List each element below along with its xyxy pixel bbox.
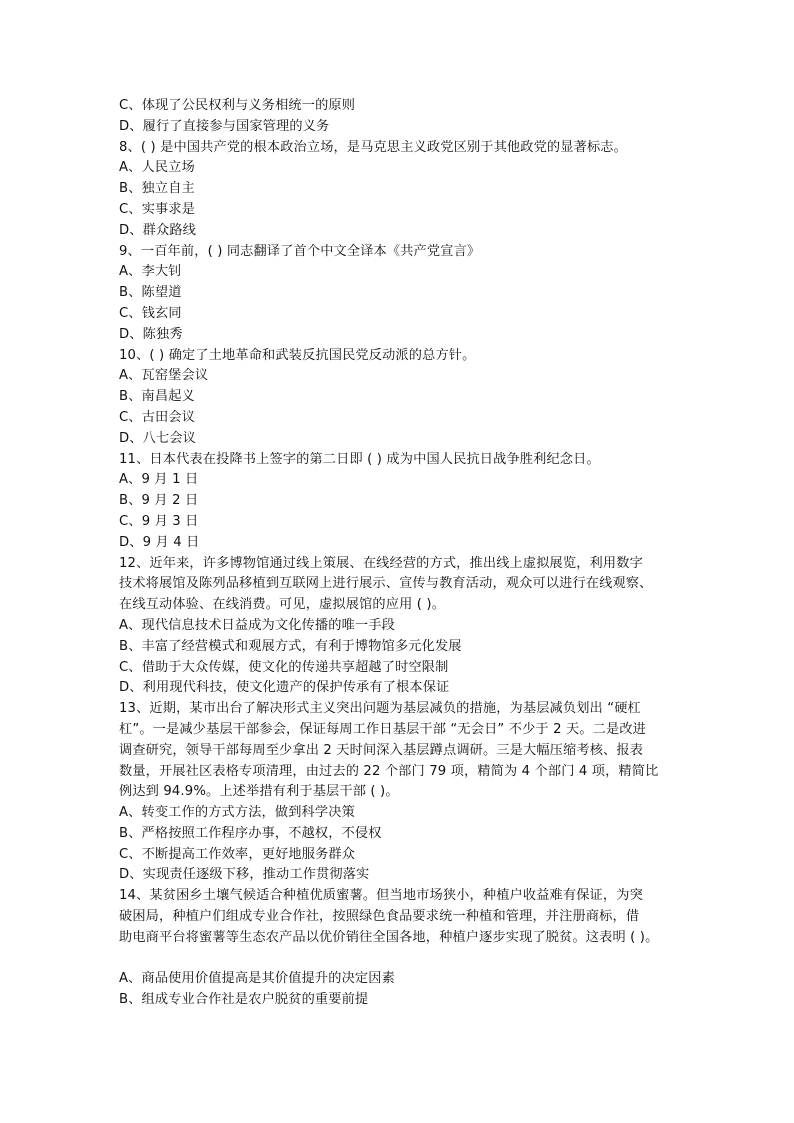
option-line: C、钱玄同 (119, 305, 182, 321)
option-line: D、陈独秀 (119, 326, 183, 342)
question-line: 破困局，种植户们组成专业合作社，按照绿色食品要求统一种植和管理，并注册商标，借 (119, 909, 640, 925)
option-line: A、现代信息技术日益成为文化传播的唯一手段 (119, 617, 395, 633)
option-line: A、9 月 1 日 (119, 472, 199, 488)
option-line: B、丰富了经营模式和观展方式，有利于博物馆多元化发展 (119, 638, 462, 654)
option-line: D、利用现代科技，使文化遗产的保护传承有了根本保证 (119, 680, 450, 696)
option-line: A、转变工作的方式方法，做到科学决策 (119, 805, 355, 821)
option-line: B、严格按照工作程序办事，不越权，不侵权 (119, 825, 382, 841)
question-line: 11、日本代表在投降书上签字的第二日即 ( ) 成为中国人民抗日战争胜利纪念日。 (119, 451, 600, 467)
option-line: B、9 月 2 日 (119, 493, 199, 509)
option-line: B、组成专业合作社是农户脱贫的重要前提 (119, 992, 369, 1008)
document-body (119, 96, 699, 1011)
question-line: 13、近期，某市出台了解决形式主义突出问题为基层减负的措施，为基层减负划出 “硬杠 (119, 701, 641, 717)
question-line: 在线互动体验、在线消费。可见，虚拟展馆的应用 ( )。 (119, 597, 446, 613)
option-line: B、陈望道 (119, 285, 182, 301)
option-line: D、实现责任逐级下移，推动工作贯彻落实 (119, 867, 370, 883)
option-line: C、古田会议 (119, 409, 196, 425)
question-line: 8、( ) 是中国共产党的根本政治立场，是马克思主义政党区别于其他政党的显著标志。 (119, 139, 627, 155)
option-line: D、八七会议 (119, 430, 196, 446)
question-line: 助电商平台将蜜薯等生态农产品以优价销往全国各地，种植户逐步实现了脱贫。这表明 ( )。 (119, 929, 659, 945)
option-line: A、商品使用价值提高是其价值提升的决定因素 (119, 971, 395, 987)
option-line: C、实事求是 (119, 201, 196, 217)
question-line: 14、某贫困乡土壤气候适合种植优质蜜薯。但当地市场狭小，种植户收益难有保证，为突 (119, 888, 643, 904)
option-line: D、履行了直接参与国家管理的义务 (119, 118, 330, 134)
option-line: A、李大钊 (119, 264, 182, 280)
option-line: C、9 月 3 日 (119, 513, 199, 529)
option-line: A、人民立场 (119, 160, 195, 176)
question-line: 技术将展馆及陈列品移植到互联网上进行展示、宣传与教育活动，观众可以进行在线观察、 (119, 576, 653, 592)
question-line: 调查研究，领导干部每周至少拿出 2 天时间深入基层蹲点调研。三是大幅压缩考核、报表 (119, 742, 644, 758)
question-line: 9、一百年前，( ) 同志翻译了首个中文全译本《共产党宣言》 (119, 243, 481, 259)
option-line: C、体现了公民权利与义务相统一的原则 (119, 98, 356, 113)
question-line: 数量，开展社区表格专项清理，由过去的 22 个部门 79 项，精简为 4 个部门 4 项，精简比 (119, 763, 659, 779)
question-line: 例达到 94.9%。上述举措有利于基层干部 ( )。 (119, 784, 399, 800)
option-line: B、南昌起义 (119, 389, 195, 405)
question-line: 12、近年来，许多博物馆通过线上策展、在线经营的方式，推出线上虚拟展览，利用数字 (119, 555, 643, 571)
option-line: C、不断提高工作效率，更好地服务群众 (119, 846, 356, 862)
question-line: 杠”。一是减少基层干部参会，保证每周工作日基层干部 “无会日” 不少于 2 天。二是改进 (119, 721, 647, 737)
option-line: C、借助于大众传媒，使文化的传递共享超越了时空限制 (119, 659, 449, 675)
question-line: 10、( ) 确定了土地革命和武装反抗国民党反动派的总方针。 (119, 347, 476, 363)
option-line: D、9 月 4 日 (119, 534, 200, 550)
option-line: B、独立自主 (119, 181, 195, 197)
option-line: D、群众路线 (119, 222, 196, 238)
option-line: A、瓦窑堡会议 (119, 368, 209, 384)
